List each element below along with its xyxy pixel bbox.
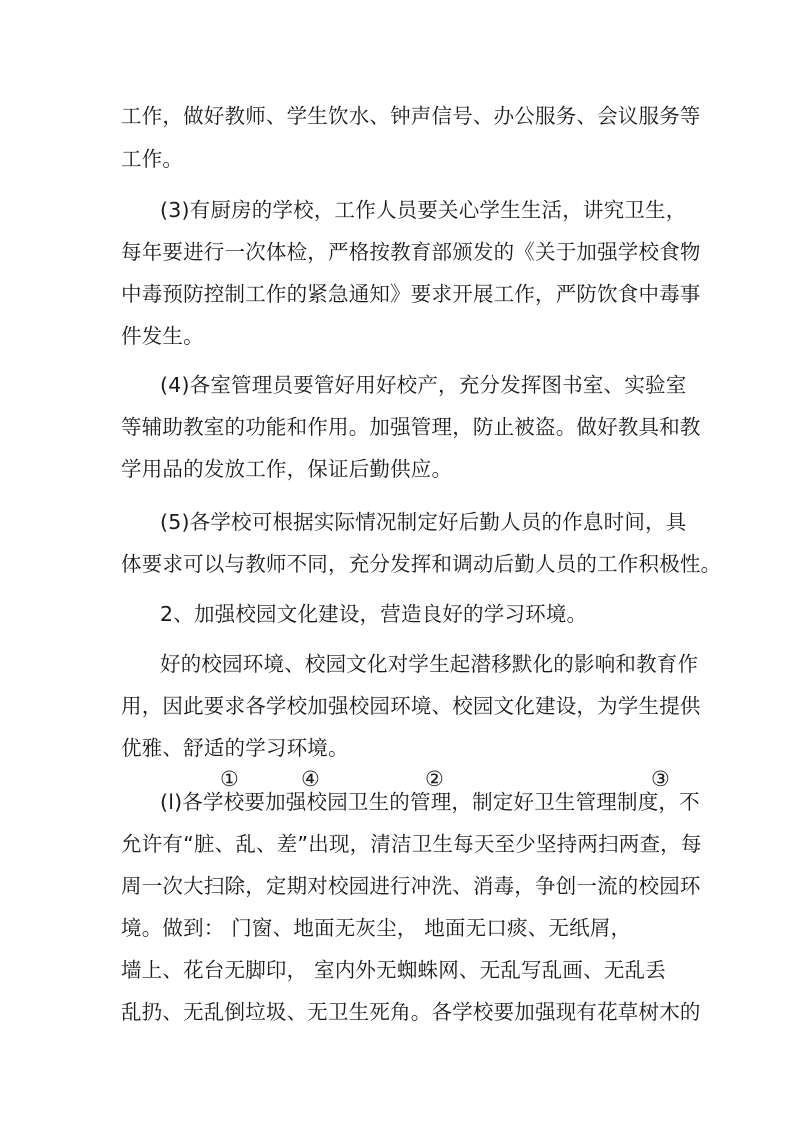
text-line-9: 学用品的发放工作，保证后勤供应。 xyxy=(121,457,453,481)
text-line-1: 工作，做好教师、学生饮水、钟声信号、办公服务、会议服务等 xyxy=(121,104,701,128)
text-line-20: 墙上、花台无脚印， 室内外无蜘蛛网、无乱写乱画、无乱丢 xyxy=(121,958,666,982)
circled-marker-1: ① xyxy=(220,767,239,791)
text-line-15: 优雅、舒适的学习环境。 xyxy=(121,736,349,760)
text-line-7: (4)各室管理员要管好用好校产，充分发挥图书室、实验室 xyxy=(160,373,687,397)
text-line-8: 等辅助教室的功能和作用。加强管理，防止被盗。做好教具和教 xyxy=(121,415,701,439)
circled-marker-4: ④ xyxy=(301,767,320,791)
text-line-19: 境。做到： 门窗、地面无灰尘， 地面无口痰、无纸屑， xyxy=(121,916,632,940)
text-line-2: 工作。 xyxy=(121,147,184,171)
section-heading: 2、加强校园文化建设，营造良好的学习环境。 xyxy=(160,602,588,626)
circled-marker-3: ③ xyxy=(651,767,670,791)
text-line-13: 好的校园环境、校园文化对学生起潜移默化的影响和教育作 xyxy=(160,652,699,676)
text-line-3: (3)有厨房的学校，工作人员要关心学生生活，讲究卫生， xyxy=(160,198,687,222)
text-line-4: 每年要进行一次体检，严格按教育部颁发的《关于加强学校食物 xyxy=(121,240,701,264)
text-line-10: (5)各学校可根据实际情况制定好后勤人员的作息时间，具 xyxy=(160,510,687,534)
text-line-17: 允许有“脏、乱、差”出现，清洁卫生每天至少坚持两扫两查，每 xyxy=(121,832,702,856)
text-line-21: 乱扔、无乱倒垃圾、无卫生死角。各学校要加强现有花草树木的 xyxy=(121,1000,701,1024)
text-line-18: 周一次大扫除，定期对校园进行冲洗、消毒，争创一流的校园环 xyxy=(121,874,701,898)
text-line-11: 体要求可以与教师不同，充分发挥和调动后勤人员的工作积极性。 xyxy=(121,552,722,576)
text-line-14: 用，因此要求各学校加强校园环境、校园文化建设，为学生提供 xyxy=(121,694,701,718)
text-line-16: (l)各学校要加强校园卫生的管理，制定好卫生管理制度，不 xyxy=(160,790,700,814)
text-line-5: 中毒预防控制工作的紧急通知》要求开展工作，严防饮食中毒事 xyxy=(121,282,701,306)
text-line-6: 件发生。 xyxy=(121,324,204,348)
circled-marker-2: ② xyxy=(425,767,444,791)
